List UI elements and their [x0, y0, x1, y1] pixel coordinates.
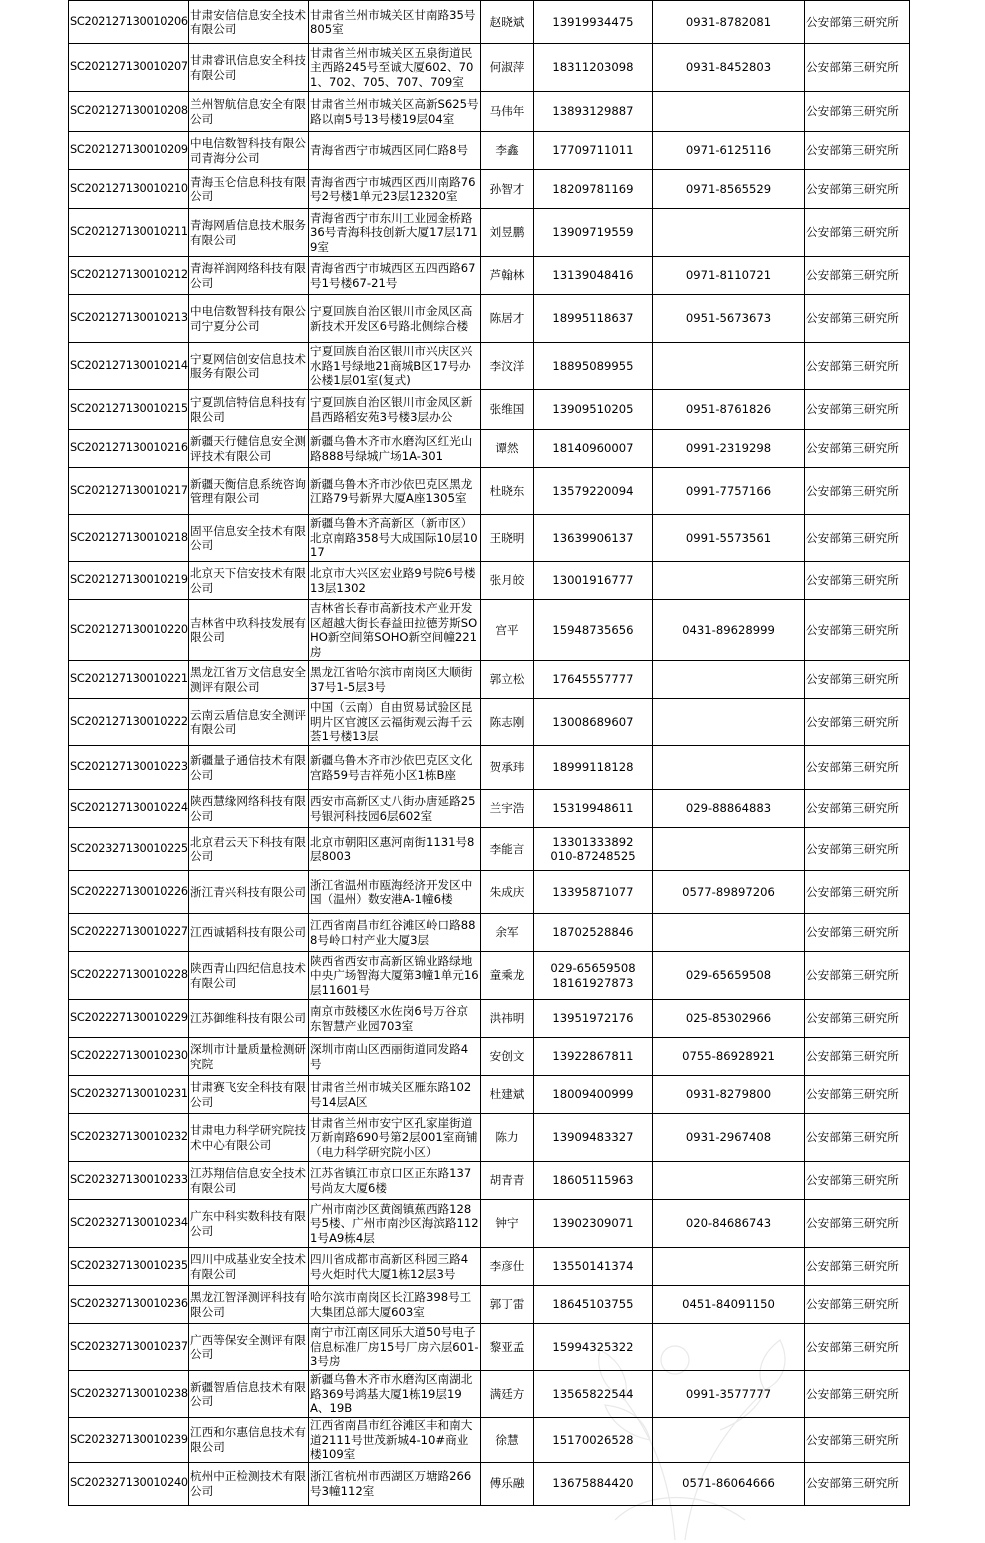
mobile-cell: 13301333892 010-87248525: [534, 828, 653, 871]
code-cell: SC202327130010232: [69, 1114, 189, 1162]
code-cell: SC202127130010211: [69, 209, 189, 257]
unit-cell: 公安部第三研究所: [805, 1462, 910, 1505]
contact-cell: 洪祎明: [481, 1000, 534, 1038]
contact-cell: 张月皎: [481, 562, 534, 600]
company-cell: 固平信息安全技术有限公司: [189, 515, 309, 562]
phone-cell: 0991-3577777: [653, 1371, 805, 1418]
address-cell: 南京市鼓楼区水佐岗6号万谷京东智慧产业园703室: [309, 1000, 481, 1038]
phone-cell: 0931-8279800: [653, 1076, 805, 1114]
table-row: [69, 44, 910, 92]
unit-cell: 公安部第三研究所: [805, 515, 910, 562]
unit-cell: 公安部第三研究所: [805, 44, 910, 92]
address-cell: 新疆乌鲁木齐市水磨沟区红光山路888号绿城广场1A-301: [309, 430, 481, 468]
mobile-cell: 13565822544: [534, 1371, 653, 1418]
mobile-cell: 13909510205: [534, 390, 653, 430]
contact-cell: 朱成庆: [481, 871, 534, 914]
mobile-cell: 13893129887: [534, 92, 653, 132]
mobile-cell: 18995118637: [534, 295, 653, 343]
address-cell: 南宁市江南区同乐大道50号电子信息标准厂房15号厂房六层601-3号房: [309, 1324, 481, 1371]
company-cell: 中电信数智科技有限公司宁夏分公司: [189, 295, 309, 343]
code-cell: SC202327130010237: [69, 1324, 189, 1371]
phone-cell: [653, 343, 805, 390]
table-row: [69, 562, 910, 600]
mobile-cell: 13579220094: [534, 468, 653, 515]
table-row: [69, 600, 910, 661]
address-cell: 甘肃省兰州市城关区高新S625号路以南5号13号楼19层04室: [309, 92, 481, 132]
phone-cell: 0951-5673673: [653, 295, 805, 343]
phone-cell: [653, 562, 805, 600]
mobile-cell: 18645103755: [534, 1286, 653, 1324]
company-cell: 江苏翔信信息安全技术有限公司: [189, 1162, 309, 1200]
company-cell: 甘肃赛飞安全科技有限公司: [189, 1076, 309, 1114]
mobile-cell: 13139048416: [534, 257, 653, 295]
unit-cell: 公安部第三研究所: [805, 170, 910, 209]
mobile-cell: 18209781169: [534, 170, 653, 209]
contact-cell: 陈力: [481, 1114, 534, 1162]
code-cell: SC202227130010227: [69, 914, 189, 952]
address-cell: 青海省西宁市城西区同仁路8号: [309, 132, 481, 170]
table-row: [69, 430, 910, 468]
code-cell: SC202227130010228: [69, 952, 189, 1000]
table-row: [69, 1, 910, 44]
phone-cell: 0991-2319298: [653, 430, 805, 468]
unit-cell: 公安部第三研究所: [805, 1371, 910, 1418]
unit-cell: 公安部第三研究所: [805, 871, 910, 914]
phone-cell: 029-65659508: [653, 952, 805, 1000]
company-cell: 江苏御维科技有限公司: [189, 1000, 309, 1038]
address-cell: 四川省成都市高新区科园三路4号火炬时代大厦1栋12层3号: [309, 1248, 481, 1286]
phone-cell: 0951-8761826: [653, 390, 805, 430]
unit-cell: 公安部第三研究所: [805, 132, 910, 170]
contact-cell: 谭然: [481, 430, 534, 468]
table-row: [69, 1000, 910, 1038]
company-cell: 中电信数智科技有限公司青海分公司: [189, 132, 309, 170]
address-cell: 新疆乌鲁木齐市沙依巴克区黑龙江路79号新界大厦A座1305室: [309, 468, 481, 515]
unit-cell: 公安部第三研究所: [805, 1324, 910, 1371]
table-row: [69, 699, 910, 746]
company-cell: 杭州中正检测技术有限公司: [189, 1462, 309, 1505]
contact-cell: 徐慧: [481, 1418, 534, 1463]
contact-cell: 李汶洋: [481, 343, 534, 390]
unit-cell: 公安部第三研究所: [805, 343, 910, 390]
phone-cell: [653, 1418, 805, 1463]
phone-cell: 0971-6125116: [653, 132, 805, 170]
address-cell: 新疆乌鲁木齐高新区（新市区）北京南路358号大成国际10层1017: [309, 515, 481, 562]
mobile-cell: 13902309071: [534, 1200, 653, 1248]
mobile-cell: 13008689607: [534, 699, 653, 746]
unit-cell: 公安部第三研究所: [805, 1200, 910, 1248]
phone-cell: [653, 92, 805, 132]
company-cell: 宁夏凯信特信息科技有限公司: [189, 390, 309, 430]
mobile-cell: 17645557777: [534, 661, 653, 699]
contact-cell: 余军: [481, 914, 534, 952]
mobile-cell: 13909483327: [534, 1114, 653, 1162]
address-cell: 甘肃省兰州市城关区甘南路35号805室: [309, 1, 481, 44]
table-row: [69, 343, 910, 390]
unit-cell: 公安部第三研究所: [805, 661, 910, 699]
phone-cell: 0931-8782081: [653, 1, 805, 44]
address-cell: 甘肃省兰州市城关区雁东路102号14层A区: [309, 1076, 481, 1114]
unit-cell: 公安部第三研究所: [805, 468, 910, 515]
table-row: [69, 1324, 910, 1371]
company-cell: 江西诚韬科技有限公司: [189, 914, 309, 952]
address-cell: 宁夏回族自治区银川市兴庆区兴水路1号绿地21商城B区17号办公楼1层01室(复式): [309, 343, 481, 390]
table-row: [69, 1162, 910, 1200]
company-cell: 兰州智航信息安全有限公司: [189, 92, 309, 132]
contact-cell: 郭丁雷: [481, 1286, 534, 1324]
phone-cell: 0931-8452803: [653, 44, 805, 92]
phone-cell: 025-85302966: [653, 1000, 805, 1038]
phone-cell: 020-84686743: [653, 1200, 805, 1248]
mobile-cell: 13639906137: [534, 515, 653, 562]
contact-cell: 杜建斌: [481, 1076, 534, 1114]
code-cell: SC202127130010218: [69, 515, 189, 562]
phone-cell: [653, 1324, 805, 1371]
code-cell: SC202327130010240: [69, 1462, 189, 1505]
mobile-cell: 15170026528: [534, 1418, 653, 1463]
phone-cell: [653, 209, 805, 257]
address-cell: 吉林省长春市高新技术产业开发区超越大街长春益田拉德芳斯SOHO新空间第SOHO新空间幢221房: [309, 600, 481, 661]
company-cell: 深圳市计量质量检测研究院: [189, 1038, 309, 1076]
code-cell: SC202227130010226: [69, 871, 189, 914]
contact-cell: 傅乐融: [481, 1462, 534, 1505]
table-row: [69, 132, 910, 170]
unit-cell: 公安部第三研究所: [805, 209, 910, 257]
contact-cell: 王晓明: [481, 515, 534, 562]
contact-cell: 孙智才: [481, 170, 534, 209]
mobile-cell: 13922867811: [534, 1038, 653, 1076]
company-cell: 江西和尔惠信息技术有限公司: [189, 1418, 309, 1463]
unit-cell: 公安部第三研究所: [805, 1418, 910, 1463]
company-cell: 黑龙江省万文信息安全测评有限公司: [189, 661, 309, 699]
address-cell: 黑龙江省哈尔滨市南岗区大顺街37号1-5层3号: [309, 661, 481, 699]
contact-cell: 李能言: [481, 828, 534, 871]
phone-cell: [653, 699, 805, 746]
address-cell: 浙江省杭州市西湖区万塘路266号3幢112室: [309, 1462, 481, 1505]
code-cell: SC202327130010236: [69, 1286, 189, 1324]
code-cell: SC202127130010222: [69, 699, 189, 746]
company-cell: 甘肃睿讯信息安全科技有限公司: [189, 44, 309, 92]
code-cell: SC202127130010214: [69, 343, 189, 390]
mobile-cell: 15994325322: [534, 1324, 653, 1371]
code-cell: SC202327130010234: [69, 1200, 189, 1248]
unit-cell: 公安部第三研究所: [805, 699, 910, 746]
address-cell: 浙江省温州市瓯海经济开发区中国（温州）数安港A-1幢6楼: [309, 871, 481, 914]
unit-cell: 公安部第三研究所: [805, 1000, 910, 1038]
contact-cell: 张维国: [481, 390, 534, 430]
code-cell: SC202127130010223: [69, 746, 189, 790]
table-row: [69, 1200, 910, 1248]
company-cell: 四川中成基业安全技术有限公司: [189, 1248, 309, 1286]
records-table: [68, 0, 910, 1506]
code-cell: SC202227130010229: [69, 1000, 189, 1038]
contact-cell: 何淑萍: [481, 44, 534, 92]
contact-cell: 马伟年: [481, 92, 534, 132]
address-cell: 深圳市南山区西丽街道同发路4号: [309, 1038, 481, 1076]
table-row: [69, 1114, 910, 1162]
table-row: [69, 661, 910, 699]
unit-cell: 公安部第三研究所: [805, 1076, 910, 1114]
table-row: [69, 1038, 910, 1076]
company-cell: 黑龙江智泽测评科技有限公司: [189, 1286, 309, 1324]
phone-cell: 0571-86064666: [653, 1462, 805, 1505]
mobile-cell: 13550141374: [534, 1248, 653, 1286]
mobile-cell: 15319948611: [534, 790, 653, 828]
table-row: [69, 515, 910, 562]
code-cell: SC202127130010212: [69, 257, 189, 295]
code-cell: SC202127130010219: [69, 562, 189, 600]
unit-cell: 公安部第三研究所: [805, 746, 910, 790]
code-cell: SC202127130010210: [69, 170, 189, 209]
code-cell: SC202127130010213: [69, 295, 189, 343]
address-cell: 新疆乌鲁木齐市水磨沟区南湖北路369号鸿基大厦1栋19层19A、19B: [309, 1371, 481, 1418]
address-cell: 青海省西宁市东川工业园金桥路36号青海科技创新大厦17层1719室: [309, 209, 481, 257]
address-cell: 新疆乌鲁木齐市沙依巴克区文化宫路59号吉祥苑小区1栋B座: [309, 746, 481, 790]
code-cell: SC202327130010225: [69, 828, 189, 871]
unit-cell: 公安部第三研究所: [805, 1162, 910, 1200]
company-cell: 新疆天行健信息安全测评技术有限公司: [189, 430, 309, 468]
code-cell: SC202127130010208: [69, 92, 189, 132]
code-cell: SC202127130010206: [69, 1, 189, 44]
company-cell: 广东中科实数科技有限公司: [189, 1200, 309, 1248]
company-cell: 陕西青山四纪信息技术有限公司: [189, 952, 309, 1000]
unit-cell: 公安部第三研究所: [805, 914, 910, 952]
contact-cell: 赵晓斌: [481, 1, 534, 44]
company-cell: 北京君云天下科技有限公司: [189, 828, 309, 871]
address-cell: 哈尔滨市南岗区长江路398号工大集团总部大厦603室: [309, 1286, 481, 1324]
address-cell: 北京市朝阳区惠河南街1131号8层8003: [309, 828, 481, 871]
phone-cell: 0577-89897206: [653, 871, 805, 914]
contact-cell: 杜晓东: [481, 468, 534, 515]
contact-cell: 刘昱鹏: [481, 209, 534, 257]
contact-cell: 兰宇浩: [481, 790, 534, 828]
phone-cell: [653, 914, 805, 952]
company-cell: 云南云盾信息安全测评有限公司: [189, 699, 309, 746]
unit-cell: 公安部第三研究所: [805, 295, 910, 343]
contact-cell: 黎亚孟: [481, 1324, 534, 1371]
unit-cell: 公安部第三研究所: [805, 828, 910, 871]
code-cell: SC202127130010221: [69, 661, 189, 699]
contact-cell: 陈志刚: [481, 699, 534, 746]
code-cell: SC202327130010231: [69, 1076, 189, 1114]
table-row: [69, 790, 910, 828]
code-cell: SC202327130010239: [69, 1418, 189, 1463]
phone-cell: 0991-7757166: [653, 468, 805, 515]
table-row: [69, 92, 910, 132]
phone-cell: 0971-8110721: [653, 257, 805, 295]
address-cell: 北京市大兴区宏业路9号院6号楼13层1302: [309, 562, 481, 600]
phone-cell: 0451-84091150: [653, 1286, 805, 1324]
table-row: [69, 295, 910, 343]
table-row: [69, 1076, 910, 1114]
company-cell: 新疆智盾信息技术有限公司: [189, 1371, 309, 1418]
table-row: [69, 170, 910, 209]
contact-cell: 郭立松: [481, 661, 534, 699]
code-cell: SC202127130010220: [69, 600, 189, 661]
code-cell: SC202227130010230: [69, 1038, 189, 1076]
mobile-cell: 18999118128: [534, 746, 653, 790]
mobile-cell: 18009400999: [534, 1076, 653, 1114]
address-cell: 中国（云南）自由贸易试验区昆明片区官渡区云福街观云海千云荟1号楼13层: [309, 699, 481, 746]
address-cell: 甘肃省兰州市安宁区孔家崖街道万新南路690号第2层001室商铺（电力科学研究院小区）: [309, 1114, 481, 1162]
company-cell: 新疆天衡信息系统咨询管理有限公司: [189, 468, 309, 515]
address-cell: 青海省西宁市城西区西川南路76号2号楼1单元23层12320室: [309, 170, 481, 209]
phone-cell: 0431-89628999: [653, 600, 805, 661]
address-cell: 西安市高新区丈八街办唐延路25号银河科技园6层602室: [309, 790, 481, 828]
unit-cell: 公安部第三研究所: [805, 1, 910, 44]
table-row: [69, 871, 910, 914]
mobile-cell: 13001916777: [534, 562, 653, 600]
mobile-cell: 13951972176: [534, 1000, 653, 1038]
mobile-cell: 13675884420: [534, 1462, 653, 1505]
phone-cell: [653, 1162, 805, 1200]
address-cell: 甘肃省兰州市城关区五泉街道民主西路245号至诚大厦602、701、702、705、707、709室: [309, 44, 481, 92]
company-cell: 青海祥润网络科技有限公司: [189, 257, 309, 295]
table-row: [69, 1248, 910, 1286]
mobile-cell: 18311203098: [534, 44, 653, 92]
contact-cell: 陈居才: [481, 295, 534, 343]
code-cell: SC202127130010217: [69, 468, 189, 515]
mobile-cell: 13395871077: [534, 871, 653, 914]
phone-cell: 029-88864883: [653, 790, 805, 828]
mobile-cell: 029-65659508 18161927873: [534, 952, 653, 1000]
company-cell: 甘肃电力科学研究院技术中心有限公司: [189, 1114, 309, 1162]
address-cell: 青海省西宁市城西区五四西路67号1号楼67-21号: [309, 257, 481, 295]
table-row: [69, 468, 910, 515]
phone-cell: 0971-8565529: [653, 170, 805, 209]
phone-cell: [653, 828, 805, 871]
unit-cell: 公安部第三研究所: [805, 430, 910, 468]
contact-cell: 童乘龙: [481, 952, 534, 1000]
unit-cell: 公安部第三研究所: [805, 790, 910, 828]
company-cell: 陕西慧缘网络科技有限公司: [189, 790, 309, 828]
contact-cell: 钟宁: [481, 1200, 534, 1248]
table-row: [69, 1371, 910, 1418]
table-row: [69, 1418, 910, 1463]
unit-cell: 公安部第三研究所: [805, 1038, 910, 1076]
unit-cell: 公安部第三研究所: [805, 92, 910, 132]
address-cell: 江苏省镇江市京口区正东路137号尚友大厦6楼: [309, 1162, 481, 1200]
address-cell: 江西省南昌市红谷滩区丰和南大道2111号世茂新城4-10#商业楼109室: [309, 1418, 481, 1463]
address-cell: 广州市南沙区黄阁镇蕉西路128号5楼、广州市南沙区海滨路1121号A9栋4层: [309, 1200, 481, 1248]
contact-cell: 贺承玮: [481, 746, 534, 790]
contact-cell: 满廷方: [481, 1371, 534, 1418]
phone-cell: 0931-2967408: [653, 1114, 805, 1162]
table-row: [69, 828, 910, 871]
address-cell: 宁夏回族自治区银川市金凤区新昌西路稻安苑3号楼3层办公: [309, 390, 481, 430]
phone-cell: [653, 746, 805, 790]
unit-cell: 公安部第三研究所: [805, 390, 910, 430]
mobile-cell: 18605115963: [534, 1162, 653, 1200]
code-cell: SC202127130010207: [69, 44, 189, 92]
company-cell: 浙江青兴科技有限公司: [189, 871, 309, 914]
contact-cell: 安创文: [481, 1038, 534, 1076]
unit-cell: 公安部第三研究所: [805, 600, 910, 661]
company-cell: 青海网盾信息技术服务有限公司: [189, 209, 309, 257]
table-row: [69, 746, 910, 790]
company-cell: 北京天下信安技术有限公司: [189, 562, 309, 600]
code-cell: SC202327130010238: [69, 1371, 189, 1418]
phone-cell: 0991-5573561: [653, 515, 805, 562]
contact-cell: 芦翰林: [481, 257, 534, 295]
unit-cell: 公安部第三研究所: [805, 1248, 910, 1286]
code-cell: SC202327130010233: [69, 1162, 189, 1200]
company-cell: 广西等保安全测评有限公司: [189, 1324, 309, 1371]
table-row: [69, 1462, 910, 1505]
code-cell: SC202327130010235: [69, 1248, 189, 1286]
table-row: [69, 952, 910, 1000]
table-row: [69, 209, 910, 257]
company-cell: 宁夏网信创安信息技术服务有限公司: [189, 343, 309, 390]
code-cell: SC202127130010224: [69, 790, 189, 828]
contact-cell: 宫平: [481, 600, 534, 661]
company-cell: 吉林省中玖科技发展有限公司: [189, 600, 309, 661]
unit-cell: 公安部第三研究所: [805, 952, 910, 1000]
mobile-cell: 18895089955: [534, 343, 653, 390]
table-row: [69, 1286, 910, 1324]
phone-cell: [653, 661, 805, 699]
contact-cell: 李彦仕: [481, 1248, 534, 1286]
address-cell: 宁夏回族自治区银川市金凤区高新技术开发区6号路北侧综合楼: [309, 295, 481, 343]
address-cell: 江西省南昌市红谷滩区岭口路888号岭口村产业大厦3层: [309, 914, 481, 952]
mobile-cell: 15948735656: [534, 600, 653, 661]
mobile-cell: 18140960007: [534, 430, 653, 468]
unit-cell: 公安部第三研究所: [805, 562, 910, 600]
table-row: [69, 914, 910, 952]
mobile-cell: 18702528846: [534, 914, 653, 952]
table-row: [69, 390, 910, 430]
company-cell: 新疆量子通信技术有限公司: [189, 746, 309, 790]
phone-cell: 0755-86928921: [653, 1038, 805, 1076]
unit-cell: 公安部第三研究所: [805, 257, 910, 295]
table-row: [69, 257, 910, 295]
company-cell: 甘肃安信信息安全技术有限公司: [189, 1, 309, 44]
mobile-cell: 17709711011: [534, 132, 653, 170]
code-cell: SC202127130010209: [69, 132, 189, 170]
mobile-cell: 13909719559: [534, 209, 653, 257]
code-cell: SC202127130010216: [69, 430, 189, 468]
contact-cell: 胡青青: [481, 1162, 534, 1200]
address-cell: 陕西省西安市高新区锦业路绿地中央广场智海大厦第3幢1单元16层11601号: [309, 952, 481, 1000]
unit-cell: 公安部第三研究所: [805, 1114, 910, 1162]
mobile-cell: 13919934475: [534, 1, 653, 44]
unit-cell: 公安部第三研究所: [805, 1286, 910, 1324]
company-cell: 青海玉仑信息科技有限公司: [189, 170, 309, 209]
contact-cell: 李鑫: [481, 132, 534, 170]
code-cell: SC202127130010215: [69, 390, 189, 430]
phone-cell: [653, 1248, 805, 1286]
